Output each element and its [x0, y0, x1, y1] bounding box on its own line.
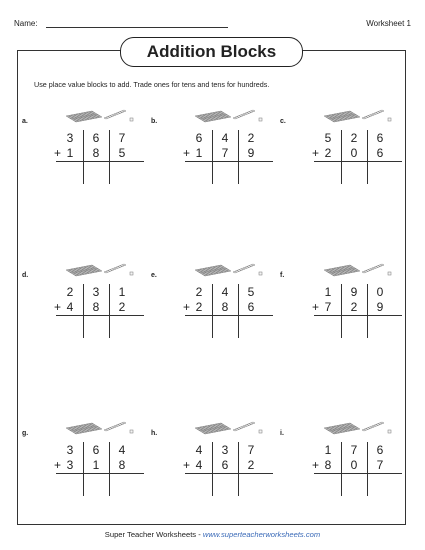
- plus-sign: +: [312, 146, 320, 160]
- answer-cell[interactable]: [241, 318, 261, 336]
- top-digit: 7: [247, 443, 255, 457]
- tens-rod-icon: [104, 422, 126, 431]
- hundreds-block-icon: [66, 423, 102, 434]
- answer-cell[interactable]: [86, 164, 106, 182]
- page-title: Addition Blocks: [120, 37, 303, 67]
- bottom-digit: 4: [66, 300, 74, 314]
- column-divider: [109, 442, 110, 496]
- bottom-digit: 7: [324, 300, 332, 314]
- column-divider: [212, 442, 213, 496]
- bottom-digit: 2: [118, 300, 126, 314]
- answer-cell[interactable]: [344, 164, 364, 182]
- top-digit: 2: [350, 131, 358, 145]
- column-divider: [238, 442, 239, 496]
- bottom-digit: 6: [247, 300, 255, 314]
- answer-cell[interactable]: [60, 476, 80, 494]
- place-value-blocks-icon: [64, 106, 134, 126]
- top-digit: 1: [324, 443, 332, 457]
- sum-line: [56, 315, 144, 316]
- plus-sign: +: [312, 300, 320, 314]
- bottom-digit: 8: [118, 458, 126, 472]
- addition-problem: [151, 268, 271, 378]
- bottom-digit: 8: [92, 300, 100, 314]
- ones-cube-icon: [259, 430, 262, 433]
- answer-cell[interactable]: [215, 164, 235, 182]
- tens-rod-icon: [233, 422, 255, 431]
- hundreds-block-icon: [66, 265, 102, 276]
- answer-cell[interactable]: [241, 164, 261, 182]
- top-digit: 2: [195, 285, 203, 299]
- ones-cube-icon: [130, 430, 133, 433]
- bottom-digit: 1: [195, 146, 203, 160]
- problem-label: b.: [151, 118, 158, 125]
- problem-label: f.: [280, 272, 285, 279]
- answer-cell[interactable]: [344, 476, 364, 494]
- addition-problem: [22, 114, 142, 224]
- bottom-digit: 2: [350, 300, 358, 314]
- bottom-digit: 8: [92, 146, 100, 160]
- bottom-digit: 0: [350, 458, 358, 472]
- column-divider: [238, 284, 239, 338]
- answer-cell[interactable]: [86, 318, 106, 336]
- hundreds-block-icon: [324, 265, 360, 276]
- sum-line: [185, 315, 273, 316]
- sum-line: [314, 473, 402, 474]
- answer-cell[interactable]: [318, 318, 338, 336]
- place-value-blocks-icon: [322, 418, 392, 438]
- answer-cell[interactable]: [112, 164, 132, 182]
- top-digit: 7: [350, 443, 358, 457]
- footer: [0, 530, 425, 539]
- problem-label: g.: [22, 430, 29, 437]
- top-digit: 9: [350, 285, 358, 299]
- answer-cell[interactable]: [241, 476, 261, 494]
- column-divider: [341, 284, 342, 338]
- bottom-digit: 3: [66, 458, 74, 472]
- column-divider: [341, 442, 342, 496]
- top-digit: 6: [92, 131, 100, 145]
- answer-cell[interactable]: [60, 164, 80, 182]
- bottom-digit: 2: [195, 300, 203, 314]
- ones-cube-icon: [388, 430, 391, 433]
- plus-sign: +: [183, 458, 191, 472]
- top-digit: 3: [221, 443, 229, 457]
- tens-rod-icon: [362, 264, 384, 273]
- answer-cell[interactable]: [86, 476, 106, 494]
- column-divider: [109, 130, 110, 184]
- answer-cell[interactable]: [215, 476, 235, 494]
- hundreds-block-icon: [66, 111, 102, 122]
- answer-cell[interactable]: [370, 318, 390, 336]
- ones-cube-icon: [130, 118, 133, 121]
- top-digit: 6: [92, 443, 100, 457]
- ones-cube-icon: [388, 272, 391, 275]
- bottom-digit: 2: [247, 458, 255, 472]
- hundreds-block-icon: [195, 111, 231, 122]
- problem-grid: [181, 440, 271, 500]
- top-digit: 6: [376, 131, 384, 145]
- sum-line: [185, 473, 273, 474]
- bottom-digit: 8: [324, 458, 332, 472]
- bottom-digit: 6: [221, 458, 229, 472]
- addition-problem: [280, 268, 400, 378]
- place-value-blocks-icon: [193, 260, 263, 280]
- place-value-blocks-icon: [322, 106, 392, 126]
- ones-cube-icon: [259, 272, 262, 275]
- top-digit: 0: [376, 285, 384, 299]
- sum-line: [185, 161, 273, 162]
- top-digit: 7: [118, 131, 126, 145]
- sum-line: [56, 473, 144, 474]
- hundreds-block-icon: [195, 423, 231, 434]
- tens-rod-icon: [233, 264, 255, 273]
- problem-grid: [52, 282, 142, 342]
- plus-sign: +: [54, 300, 62, 314]
- hundreds-block-icon: [324, 111, 360, 122]
- column-divider: [109, 284, 110, 338]
- top-digit: 4: [221, 285, 229, 299]
- answer-cell[interactable]: [60, 318, 80, 336]
- answer-cell[interactable]: [370, 164, 390, 182]
- bottom-digit: 7: [376, 458, 384, 472]
- plus-sign: +: [183, 300, 191, 314]
- place-value-blocks-icon: [193, 106, 263, 126]
- top-digit: 2: [66, 285, 74, 299]
- plus-sign: +: [54, 146, 62, 160]
- addition-problem: [280, 114, 400, 224]
- addition-problem: [22, 268, 142, 378]
- bottom-digit: 0: [350, 146, 358, 160]
- tens-rod-icon: [362, 110, 384, 119]
- addition-problem: [151, 426, 271, 536]
- bottom-digit: 2: [324, 146, 332, 160]
- tens-rod-icon: [104, 110, 126, 119]
- tens-rod-icon: [362, 422, 384, 431]
- plus-sign: +: [183, 146, 191, 160]
- worksheet-label: Worksheet 1: [366, 19, 411, 28]
- addition-problem: [151, 114, 271, 224]
- problem-grid: [310, 128, 400, 188]
- place-value-blocks-icon: [64, 260, 134, 280]
- ones-cube-icon: [388, 118, 391, 121]
- top-digit: 1: [118, 285, 126, 299]
- answer-cell[interactable]: [112, 476, 132, 494]
- top-digit: 3: [92, 285, 100, 299]
- bottom-digit: 8: [221, 300, 229, 314]
- sum-line: [56, 161, 144, 162]
- answer-cell[interactable]: [112, 318, 132, 336]
- column-divider: [83, 130, 84, 184]
- footer-separator: -: [196, 530, 203, 539]
- tens-rod-icon: [233, 110, 255, 119]
- answer-cell[interactable]: [189, 164, 209, 182]
- footer-brand: Super Teacher Worksheets: [104, 530, 197, 539]
- problem-grid: [181, 128, 271, 188]
- top-digit: 4: [195, 443, 203, 457]
- problem-grid: [52, 128, 142, 188]
- problem-label: c.: [280, 118, 286, 125]
- ones-cube-icon: [259, 118, 262, 121]
- problem-label: a.: [22, 118, 28, 125]
- problem-grid: [310, 440, 400, 500]
- bottom-digit: 9: [376, 300, 384, 314]
- top-digit: 5: [247, 285, 255, 299]
- answer-cell[interactable]: [318, 164, 338, 182]
- place-value-blocks-icon: [64, 418, 134, 438]
- hundreds-block-icon: [195, 265, 231, 276]
- plus-sign: +: [54, 458, 62, 472]
- top-digit: 2: [247, 131, 255, 145]
- bottom-digit: 4: [195, 458, 203, 472]
- column-divider: [341, 130, 342, 184]
- ones-cube-icon: [130, 272, 133, 275]
- problem-grid: [310, 282, 400, 342]
- top-digit: 4: [221, 131, 229, 145]
- problem-label: i.: [280, 430, 284, 437]
- name-label: Name:: [14, 19, 38, 28]
- column-divider: [83, 442, 84, 496]
- problem-grid: [52, 440, 142, 500]
- column-divider: [83, 284, 84, 338]
- top-digit: 3: [66, 443, 74, 457]
- problem-label: h.: [151, 430, 158, 437]
- problem-label: d.: [22, 272, 29, 279]
- column-divider: [238, 130, 239, 184]
- problem-label: e.: [151, 272, 157, 279]
- footer-url[interactable]: www.superteacherworksheets.com: [202, 530, 321, 539]
- bottom-digit: 9: [247, 146, 255, 160]
- answer-cell[interactable]: [318, 476, 338, 494]
- column-divider: [367, 442, 368, 496]
- bottom-digit: 1: [92, 458, 100, 472]
- addition-problem: [280, 426, 400, 536]
- tens-rod-icon: [104, 264, 126, 273]
- problem-grid: [181, 282, 271, 342]
- place-value-blocks-icon: [193, 418, 263, 438]
- answer-cell[interactable]: [189, 476, 209, 494]
- top-digit: 3: [66, 131, 74, 145]
- column-divider: [367, 284, 368, 338]
- addition-problem: [22, 426, 142, 536]
- answer-cell[interactable]: [189, 318, 209, 336]
- bottom-digit: 6: [376, 146, 384, 160]
- plus-sign: +: [312, 458, 320, 472]
- sum-line: [314, 161, 402, 162]
- top-digit: 6: [195, 131, 203, 145]
- bottom-digit: 5: [118, 146, 126, 160]
- column-divider: [367, 130, 368, 184]
- column-divider: [212, 284, 213, 338]
- top-digit: 5: [324, 131, 332, 145]
- column-divider: [212, 130, 213, 184]
- top-digit: 4: [118, 443, 126, 457]
- answer-cell[interactable]: [344, 318, 364, 336]
- name-line[interactable]: [46, 27, 228, 28]
- top-digit: 6: [376, 443, 384, 457]
- answer-cell[interactable]: [215, 318, 235, 336]
- top-digit: 1: [324, 285, 332, 299]
- instructions: Use place value blocks to add. Trade ones for tens and tens for hundreds.: [34, 80, 270, 89]
- sum-line: [314, 315, 402, 316]
- bottom-digit: 1: [66, 146, 74, 160]
- answer-cell[interactable]: [370, 476, 390, 494]
- place-value-blocks-icon: [322, 260, 392, 280]
- hundreds-block-icon: [324, 423, 360, 434]
- bottom-digit: 7: [221, 146, 229, 160]
